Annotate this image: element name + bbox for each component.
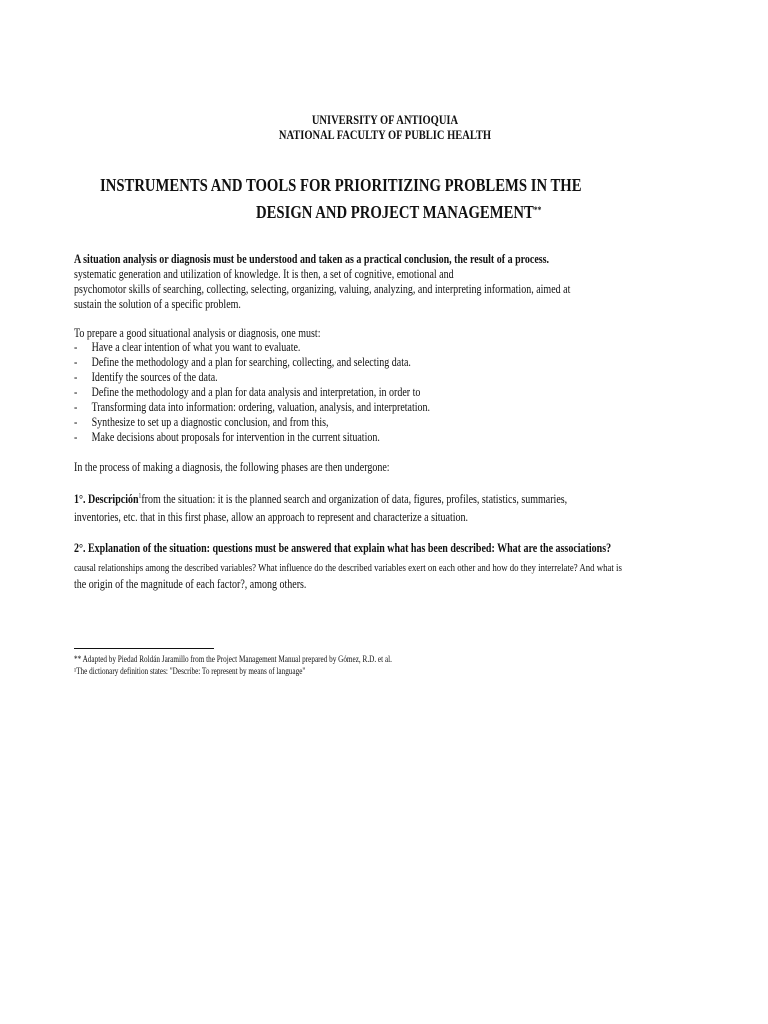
phase-1-line-2: inventories, etc. that in this first phase, allow an approach to represent and characterize a situation.: [74, 510, 469, 524]
list-item: [74, 370, 430, 385]
title-line-2: [256, 199, 541, 226]
list-item-text: Identify the sources of the data.: [91, 370, 218, 384]
list-item: [74, 355, 430, 370]
phase-2-line-2: causal relationships among the described variables? What influence do the described variables exert on each other and how do they interrelate? And what is: [74, 562, 622, 574]
list-item-text: Define the methodology and a plan for data analysis and interpretation, in order to: [91, 385, 421, 399]
list-bullet: -: [74, 385, 78, 399]
list-item-text: Have a clear intention of what you want to evaluate.: [91, 340, 301, 354]
footnote-1: ** Adapted by Piedad Roldán Jaramillo from the Project Management Manual prepared by Gómez, R.D. et al.: [74, 654, 392, 664]
footnote-divider: [74, 648, 214, 649]
university-name: UNIVERSITY OF ANTIOQUIA: [311, 113, 459, 127]
title-line-1: INSTRUMENTS AND TOOLS FOR PRIORITIZING PROBLEMS IN THE: [100, 175, 582, 195]
intro-lead: A situation analysis or diagnosis must be understood and taken as a practical conclusion, the result of a process.: [74, 252, 550, 266]
phases-intro: In the process of making a diagnosis, the following phases are then undergone:: [74, 460, 390, 474]
phase-2-lead: 2°. Explanation of the situation: questions must be answered that explain what has been described: What are the associations?: [74, 541, 612, 555]
list-item: [74, 340, 430, 355]
phase-1-footnote-mark: 1: [138, 492, 142, 500]
list-item-text: Synthesize to set up a diagnostic conclusion, and from this,: [91, 415, 329, 429]
prepare-list: [74, 340, 430, 445]
list-bullet: -: [74, 400, 78, 414]
intro-line-2: systematic generation and utilization of knowledge. It is then, a set of cognitive, emotional and: [74, 267, 454, 281]
list-item-text: Make decisions about proposals for intervention in the current situation.: [91, 430, 380, 444]
list-bullet: -: [74, 340, 78, 354]
list-item: [74, 400, 430, 415]
list-item: [74, 385, 430, 400]
intro-line-3: psychomotor skills of searching, collecting, selecting, organizing, valuing, analyzing, and interpreting information, aimed at: [74, 282, 571, 296]
faculty-name: NATIONAL FACULTY OF PUBLIC HEALTH: [278, 128, 492, 142]
list-item-text: Define the methodology and a plan for searching, collecting, and selecting data.: [91, 355, 411, 369]
list-bullet: -: [74, 415, 78, 429]
prepare-heading: To prepare a good situational analysis or diagnosis, one must:: [74, 326, 321, 340]
footnote-2: ¹The dictionary definition states: "Describe: To represent by means of language": [74, 666, 306, 676]
phase-1-number: 1°.: [74, 492, 86, 507]
title-footnote-mark: **: [533, 205, 542, 215]
list-bullet: -: [74, 370, 78, 384]
phase-2-line-3: the origin of the magnitude of each factor?, among others.: [74, 577, 307, 591]
list-bullet: -: [74, 355, 78, 369]
intro-line-4: sustain the solution of a specific problem.: [74, 297, 241, 311]
institution-header: [62, 113, 707, 143]
list-item: [74, 415, 430, 430]
phase-1-text: from the situation: it is the planned search and organization of data, figures, profiles, statistics, summaries,: [141, 492, 568, 507]
list-item-text: Transforming data into information: ordering, valuation, analysis, and interpretation.: [91, 400, 431, 414]
list-item: [74, 430, 430, 445]
list-bullet: -: [74, 430, 78, 444]
title-line-2-text: DESIGN AND PROJECT MANAGEMENT: [256, 202, 534, 222]
phase-1-label: Descripción: [88, 492, 139, 507]
